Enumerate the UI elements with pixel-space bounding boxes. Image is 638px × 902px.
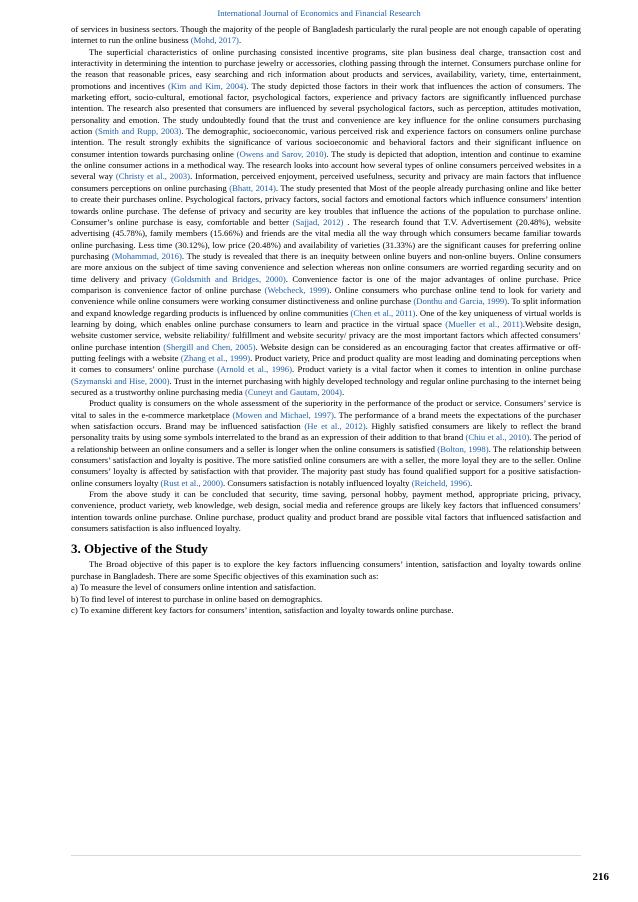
objective-item-a: a) To measure the level of consumers online intention and satisfaction.	[71, 582, 317, 593]
citation-link[interactable]: (Cuneyt and Gautam, 2004)	[244, 387, 342, 397]
paragraph-text: . Product variety, Price and product quality are most leading and dominating perceptions when it comes to consumers’ online purchase	[71, 352, 581, 375]
page-number: 216	[592, 871, 609, 883]
paragraph-text: . The study depicted those factors in their work that influences the action of consumers. The marketing effort, socio-cultural, emotional factor, psychological factors, experience and privacy factors are significantly influenced purchase intention. The research also presented that consumers are influenced by several psychological factors, such as perception, attitudes motivation, personality and emotion. The study undoubtedly found that the trust and convenience are key influence for the online consumers purchasing action	[71, 80, 581, 137]
paragraph-text: . Convenience factor is one of the major advantages of online purchase. Price comparison is convenience factor of online purchase	[71, 273, 582, 295]
citation-link[interactable]: (Smith and Rupp, 2003)	[95, 126, 182, 137]
paragraph-text: . Website design can be considered as an encouraging factor that creates affirmative or off-putting feelings with a website	[71, 341, 581, 363]
body-paragraph	[71, 24, 581, 47]
citation-link[interactable]: (Christy et al., 2003)	[115, 171, 191, 182]
citation-link[interactable]: (Owens and Sarov, 2010)	[236, 148, 327, 159]
paragraph-text: . The period of a relationship between an online consumers and a seller is longer when the online consumers is satisfied	[71, 432, 581, 454]
paragraph-text: . The research found that T.V. Advertisement (20.48%), website advertising (45.78%), family members (15.66%) and friends are the vital media all the way through which consumers became familiar towards online purchasing. Less time (30.12%), low price (20.48%) and availability of varieties (31.33%) are the significant causes for preferring online purchasing	[71, 216, 581, 261]
objective-item-c: c) To examine different key factors for consumers’ intention, satisfaction and loyalty towards online purchase.	[71, 604, 454, 615]
citation-link[interactable]: (Szymanski and Hise, 2000)	[71, 375, 170, 386]
paragraph-text: . The study is revealed that there is an inequity between online buyers and non-online buyers. Online consumers are more anxious on the subject of time saving convenience and selection whereas non online consumers are worried regarding security and on time delivery and privacy	[71, 250, 581, 284]
citation-link[interactable]: (Mueller et al., 2011)	[445, 318, 523, 329]
citation-link[interactable]: (Rust et al., 2000)	[160, 477, 224, 488]
citation-link[interactable]: (Arnold et al., 1996)	[217, 364, 292, 375]
paragraph-text: . The relationship between consumers’ satisfaction and loyalty is positive. The more satisfied online consumers are with a seller, the more loyal they are to the seller. Online consumers’ loyalty is affected by satisfaction with that provider. The majority past study has found qualified support for a positive satisfaction- online consumers loyalty	[71, 443, 581, 488]
objective-item-b: b) To find level of interest to purchase in online based on demographics.	[71, 593, 323, 604]
body-paragraph	[71, 47, 581, 399]
citation-link[interactable]: (Donthu and Garcia, 1999)	[413, 296, 508, 307]
citation-link[interactable]: (Goldsmith and Bridges, 2000)	[171, 273, 286, 284]
citation-link[interactable]: (Kim and Kim, 2004)	[167, 80, 247, 91]
body-paragraphs	[71, 24, 581, 534]
paragraph-text: . The study presented that Most of the people already purchasing online and like better to create their purchases online. Psychological factors, privacy factors, social factors and emotional factors which influence consumers’ intention towards online purchase. The defense of privacy and security are key troubles that influence the actions of the population to purchase online. Consumer’s online purchase is easy, comfortable and better	[71, 182, 581, 227]
paragraph-text: . The study is depicted that adoption, intention and continue to examine the online consumer actions in a methodical way. The research looks into account how several types of online consumers perceived websites in a several way	[71, 148, 581, 182]
citation-link[interactable]: (He et al., 2012)	[304, 421, 366, 432]
citation-link[interactable]: (Chen et al., 2011)	[350, 307, 416, 318]
paragraph-text: . The demographic, socioeconomic, various perceived risk and experience factors on consumers online purchase intention. The result strongly exhibits the significance of various socioeconomic and behavioral factors and their significant influence on consumer intention towards purchasing online	[71, 126, 582, 159]
body-paragraph	[71, 398, 581, 489]
paragraph-text: . To split information and expand knowledge regarding products is influenced by online communities	[71, 296, 581, 318]
paragraph-text: of services in business sectors. Though the majority of the people of Bangladesh particularly the rural people are not enough capable of operating internet to run the online business	[71, 24, 581, 46]
paragraph-text: .	[470, 477, 473, 488]
citation-link[interactable]: (Bolton, 1998)	[437, 443, 489, 454]
paragraph-text: From the above study it can be concluded that security, time saving, personal hobby, payment method, appropriate pricing, privacy, convenience, product variety, web knowledge, web design, social media and reference groups are likely key factors that influenced consumers’ intention towards online purchase. Online purchase, product quality and product brand are possible vital factors that influenced satisfaction and consumers satisfaction is also influenced loyalty.	[71, 489, 581, 534]
citation-link[interactable]: (Shergill and Chen, 2005)	[163, 341, 256, 352]
article-body	[71, 24, 581, 616]
paragraph-text: . Trust in the internet purchasing with highly developed technology and regular online purchasing to the internet being secured as a trustworthy online purchasing media	[71, 375, 581, 397]
citation-link[interactable]: (Mohd, 2017)	[190, 35, 239, 46]
paragraph-text: . Product variety is a vital factor when it comes to intention in online purchase	[291, 364, 581, 375]
citation-link[interactable]: (Chiu et al., 2010)	[465, 432, 530, 443]
paragraph-text: The superficial characteristics of online purchasing consisted incentive programs, site plan business deal charge, transaction cost and interactivity in determining the intention to purchase jewelry or accessories, clothing passing through the internet. Consumers purchase online for the reason that reasonable prices, easy searching and rich information about products and services, availability, variety, time, entertainment, promotions and incentives	[71, 46, 581, 91]
citation-link[interactable]: (Webcheck, 1999)	[264, 284, 330, 295]
citation-link[interactable]: (Mohammad, 2016)	[111, 250, 182, 261]
citation-link[interactable]: (Bhatt, 2014)	[229, 182, 276, 193]
citation-link[interactable]: (Sajjad, 2012)	[292, 216, 344, 227]
paragraph-text: Product quality is consumers on the whole assessment of the superiority in the performance of the product or service. Consumers’ service is vital to sales in the e-commerce marketplace	[71, 398, 581, 420]
paragraph-text: . Consumers satisfaction is notably influenced loyalty	[223, 477, 412, 488]
paragraph-text: .Website design, website customer service, website reliability/ fulfillment and website security/ privacy are the most important factors which affected consumers’ online purchase intention	[71, 318, 581, 352]
section-heading: 3. Objective of the Study	[71, 541, 208, 557]
citation-link[interactable]: (Zhang et al., 1999)	[180, 352, 251, 363]
paragraph-text: . Highly satisfied consumers are likely to reflect the brand personality traits by using some symbols interrelated to the brand as an expression of their addition to that brand	[71, 421, 581, 443]
body-paragraph	[71, 489, 581, 534]
paragraph-text: . Information, perceived enjoyment, perceived usefulness, security and privacy are main factors that influence consumers perceptions on online purchasing	[71, 171, 581, 193]
citation-link[interactable]: (Reicheld, 1996)	[411, 477, 471, 488]
paragraph-text: . The performance of a brand meets the expectations of the purchaser when satisfaction occurs. Brand may be influenced satisfaction	[71, 409, 582, 432]
paragraph-text: .	[341, 387, 345, 397]
paragraph-text: .	[238, 35, 242, 46]
paragraph-text: . Online consumers who purchase online tend to look for variety and convenience while online consumers were working consumer distinctiveness and online purchase	[71, 284, 581, 307]
citation-link[interactable]: (Mowen and Michael, 1997)	[232, 409, 334, 420]
paragraph-text: . One of the key uniqueness of virtual worlds is learning by doing, which enables online purchase consumers to learn and practice in the virtual space	[71, 307, 581, 329]
footer-divider	[71, 855, 581, 856]
journal-header: International Journal of Economics and Financial Research	[217, 8, 421, 18]
objective-intro: The Broad objective of this paper is to explore the key factors influencing consumers’ intention, satisfaction and loyalty towards online purchase in Bangladesh. There are some Specific objectives of this examination such as:	[71, 559, 581, 581]
